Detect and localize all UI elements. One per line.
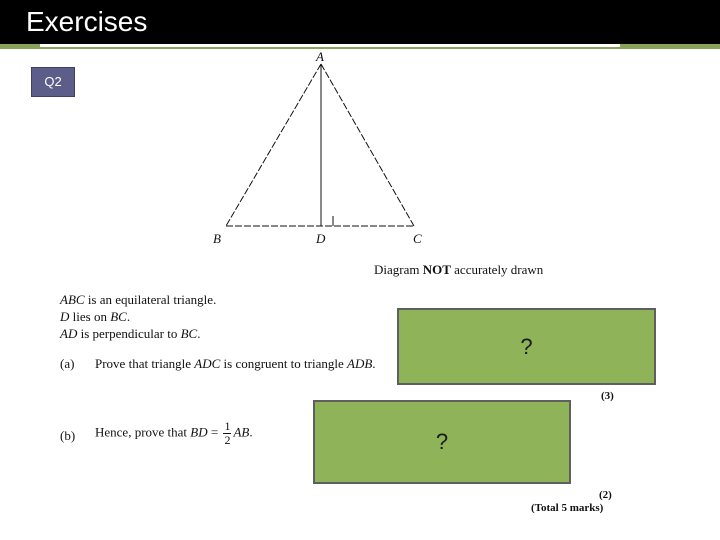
side-ac xyxy=(321,64,414,226)
statement-1: ABC is an equilateral triangle. xyxy=(60,292,217,307)
part-a-label: (a) xyxy=(60,356,75,371)
slide-title: Exercises xyxy=(26,6,148,37)
total-marks: (Total 5 marks) xyxy=(531,502,604,514)
question-badge: Q2 xyxy=(31,67,75,97)
part-a-question: Prove that triangle ADC is congruent to triangle ADB. xyxy=(95,356,376,371)
statement-3: AD is perpendicular to BC. xyxy=(60,326,201,341)
vertex-label-d: D xyxy=(316,231,326,246)
vertex-label-b: B xyxy=(213,231,221,246)
vertex-label-c: C xyxy=(413,231,422,246)
fraction-half: $\frac{1}{2}$ xyxy=(224,419,231,447)
vertex-label-a: A xyxy=(316,49,324,64)
answer-cover-b[interactable]: ? xyxy=(313,400,571,484)
answer-cover-a[interactable]: ? xyxy=(397,308,656,385)
statement-2: D lies on BC. xyxy=(60,309,131,324)
diagram-caption: Diagram NOT accurately drawn xyxy=(374,262,544,277)
part-b-question: Hence, prove that BD = $\frac{1}{2}$ AB. xyxy=(95,419,253,447)
part-a-marks: (3) xyxy=(601,390,614,402)
part-b-label: (b) xyxy=(60,428,76,443)
side-ab xyxy=(226,64,321,226)
part-b-marks: (2) xyxy=(599,489,612,501)
